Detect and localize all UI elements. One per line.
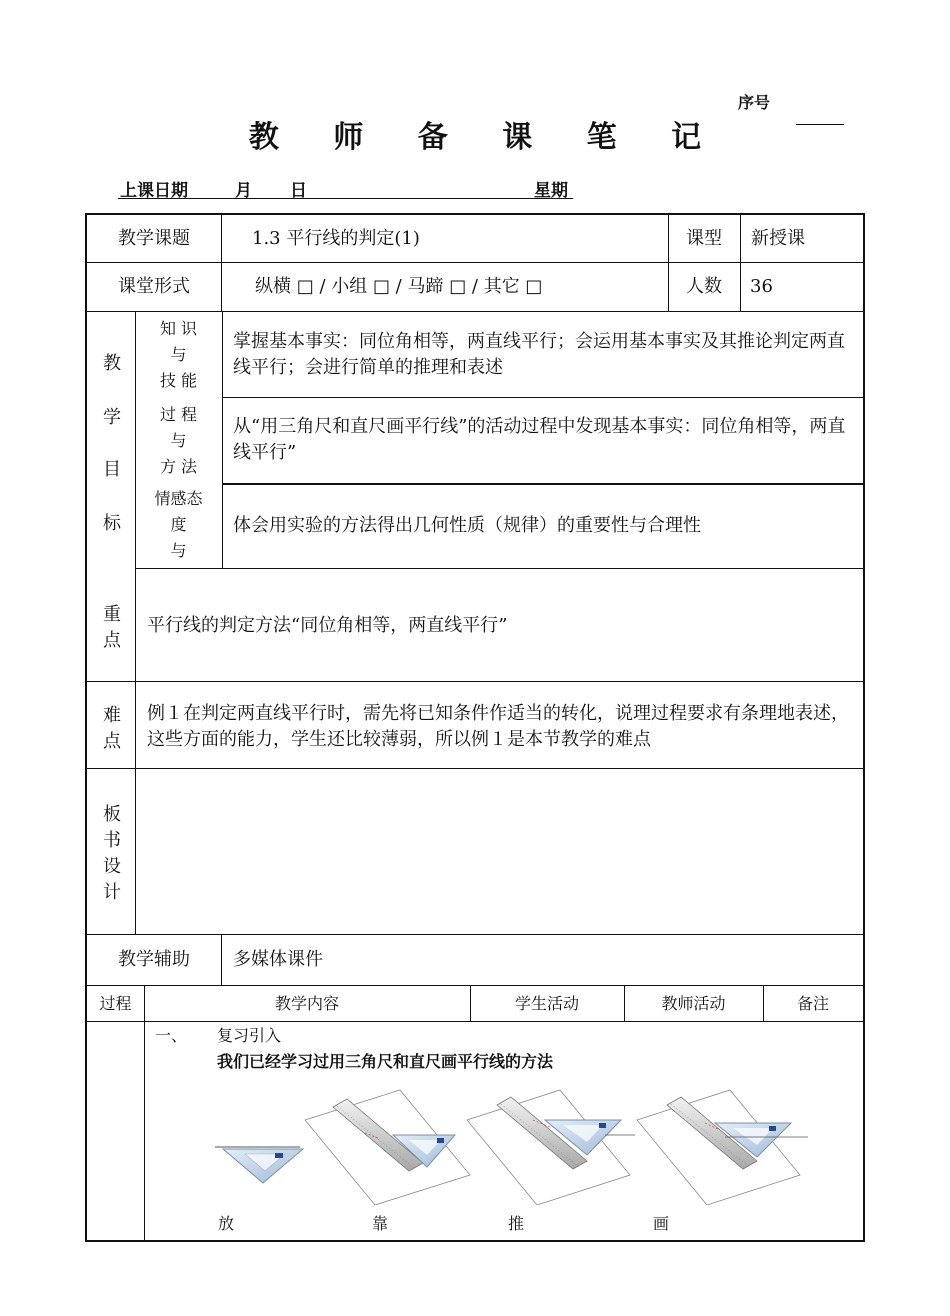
class-form-options: 纵横 □ / 小组 □ / 马蹄 □ / 其它 □ [255,276,543,297]
step-label: 画 [653,1214,670,1233]
difficulty-label-char: 点 [103,731,121,752]
process-label-line: 与 [170,431,187,450]
header-teacher-activity: 教师活动 [661,994,726,1013]
day-label: 日 [290,181,307,201]
step-push-drawing [467,1090,635,1205]
header-process: 过程 [99,994,132,1013]
board-label-char: 板 [103,804,121,825]
topic-value: 1.3 平行线的判定(1) [252,228,420,249]
difficulty-text: 例１在判定两直线平行时，需先将已知条件作适当的转化，说理过程要求有条理地表述，这些方面的能力，学生还比较薄弱，所以例１是本节教学的难点 [147,703,849,750]
difficulty-label-char: 难 [103,705,121,726]
emotion-label-line: 与 [170,541,187,560]
teaching-aid-value: 多媒体课件 [233,949,323,970]
step-label: 靠 [372,1214,389,1233]
section-number: 一、 [155,1026,188,1045]
knowledge-label-line: 与 [170,345,187,364]
keypoint-text: 平行线的判定方法“同位角相等，两直线平行” [147,615,508,636]
objectives-label-char: 教 [103,353,121,374]
lesson-type-label: 课型 [686,228,722,249]
objectives-label-char: 学 [103,407,121,428]
date-line [118,176,573,199]
lesson-type-value: 新授课 [751,228,805,249]
keypoint-label-char: 点 [103,630,121,651]
class-form-label: 课堂形式 [118,276,190,297]
step-label: 推 [508,1214,525,1233]
board-label-char: 设 [103,856,121,877]
student-count-label: 人数 [686,276,722,297]
emotion-label-line: 情感态 [154,489,203,508]
serial-number-label: 序号 [738,93,771,112]
process-label-line: 过 程 [159,405,198,424]
board-label-char: 计 [103,882,121,903]
header-content: 教学内容 [274,994,339,1013]
weekday-label: 星期 [534,181,568,201]
emotion-objective-text: 体会用实验的方法得出几何性质（规律）的重要性与合理性 [233,515,701,536]
emotion-label-line: 度 [170,515,187,534]
step-label: 放 [218,1214,235,1233]
step-lean-drawing [305,1090,470,1205]
section-title: 复习引入 [217,1026,282,1045]
objectives-label-char: 标 [103,513,121,534]
header-remarks: 备注 [796,994,829,1013]
keypoint-label-char: 重 [103,604,121,625]
step-draw-drawing [637,1090,808,1205]
date-label: 上课日期 [120,181,188,201]
header-student-activity: 学生活动 [514,994,579,1013]
objectives-label-char: 目 [103,459,121,480]
teaching-aid-label: 教学辅助 [118,949,190,970]
parallel-lines-illustration [205,1085,825,1205]
step-place-drawing [215,1147,303,1183]
knowledge-label-line: 技 能 [159,371,198,390]
intro-text: 我们已经学习过用三角尺和直尺画平行线的方法 [217,1052,554,1071]
process-label-line: 方 法 [159,457,198,476]
student-count-value: 36 [750,276,773,297]
process-objective-text: 从“用三角尺和直尺画平行线”的活动过程中发现基本事实：同位角相等，两直线平行” [233,416,846,463]
page-title: 教 师 备 课 笔 记 [248,120,724,155]
board-label-char: 书 [103,830,121,851]
month-label: 月 [235,181,252,201]
knowledge-label-line: 知 识 [159,319,198,338]
knowledge-objective-text: 掌握基本事实：同位角相等，两直线平行；会运用基本事实及其推论判定两直线平行；会进行简单的推理和表述 [233,331,845,378]
topic-label: 教学课题 [118,228,190,249]
